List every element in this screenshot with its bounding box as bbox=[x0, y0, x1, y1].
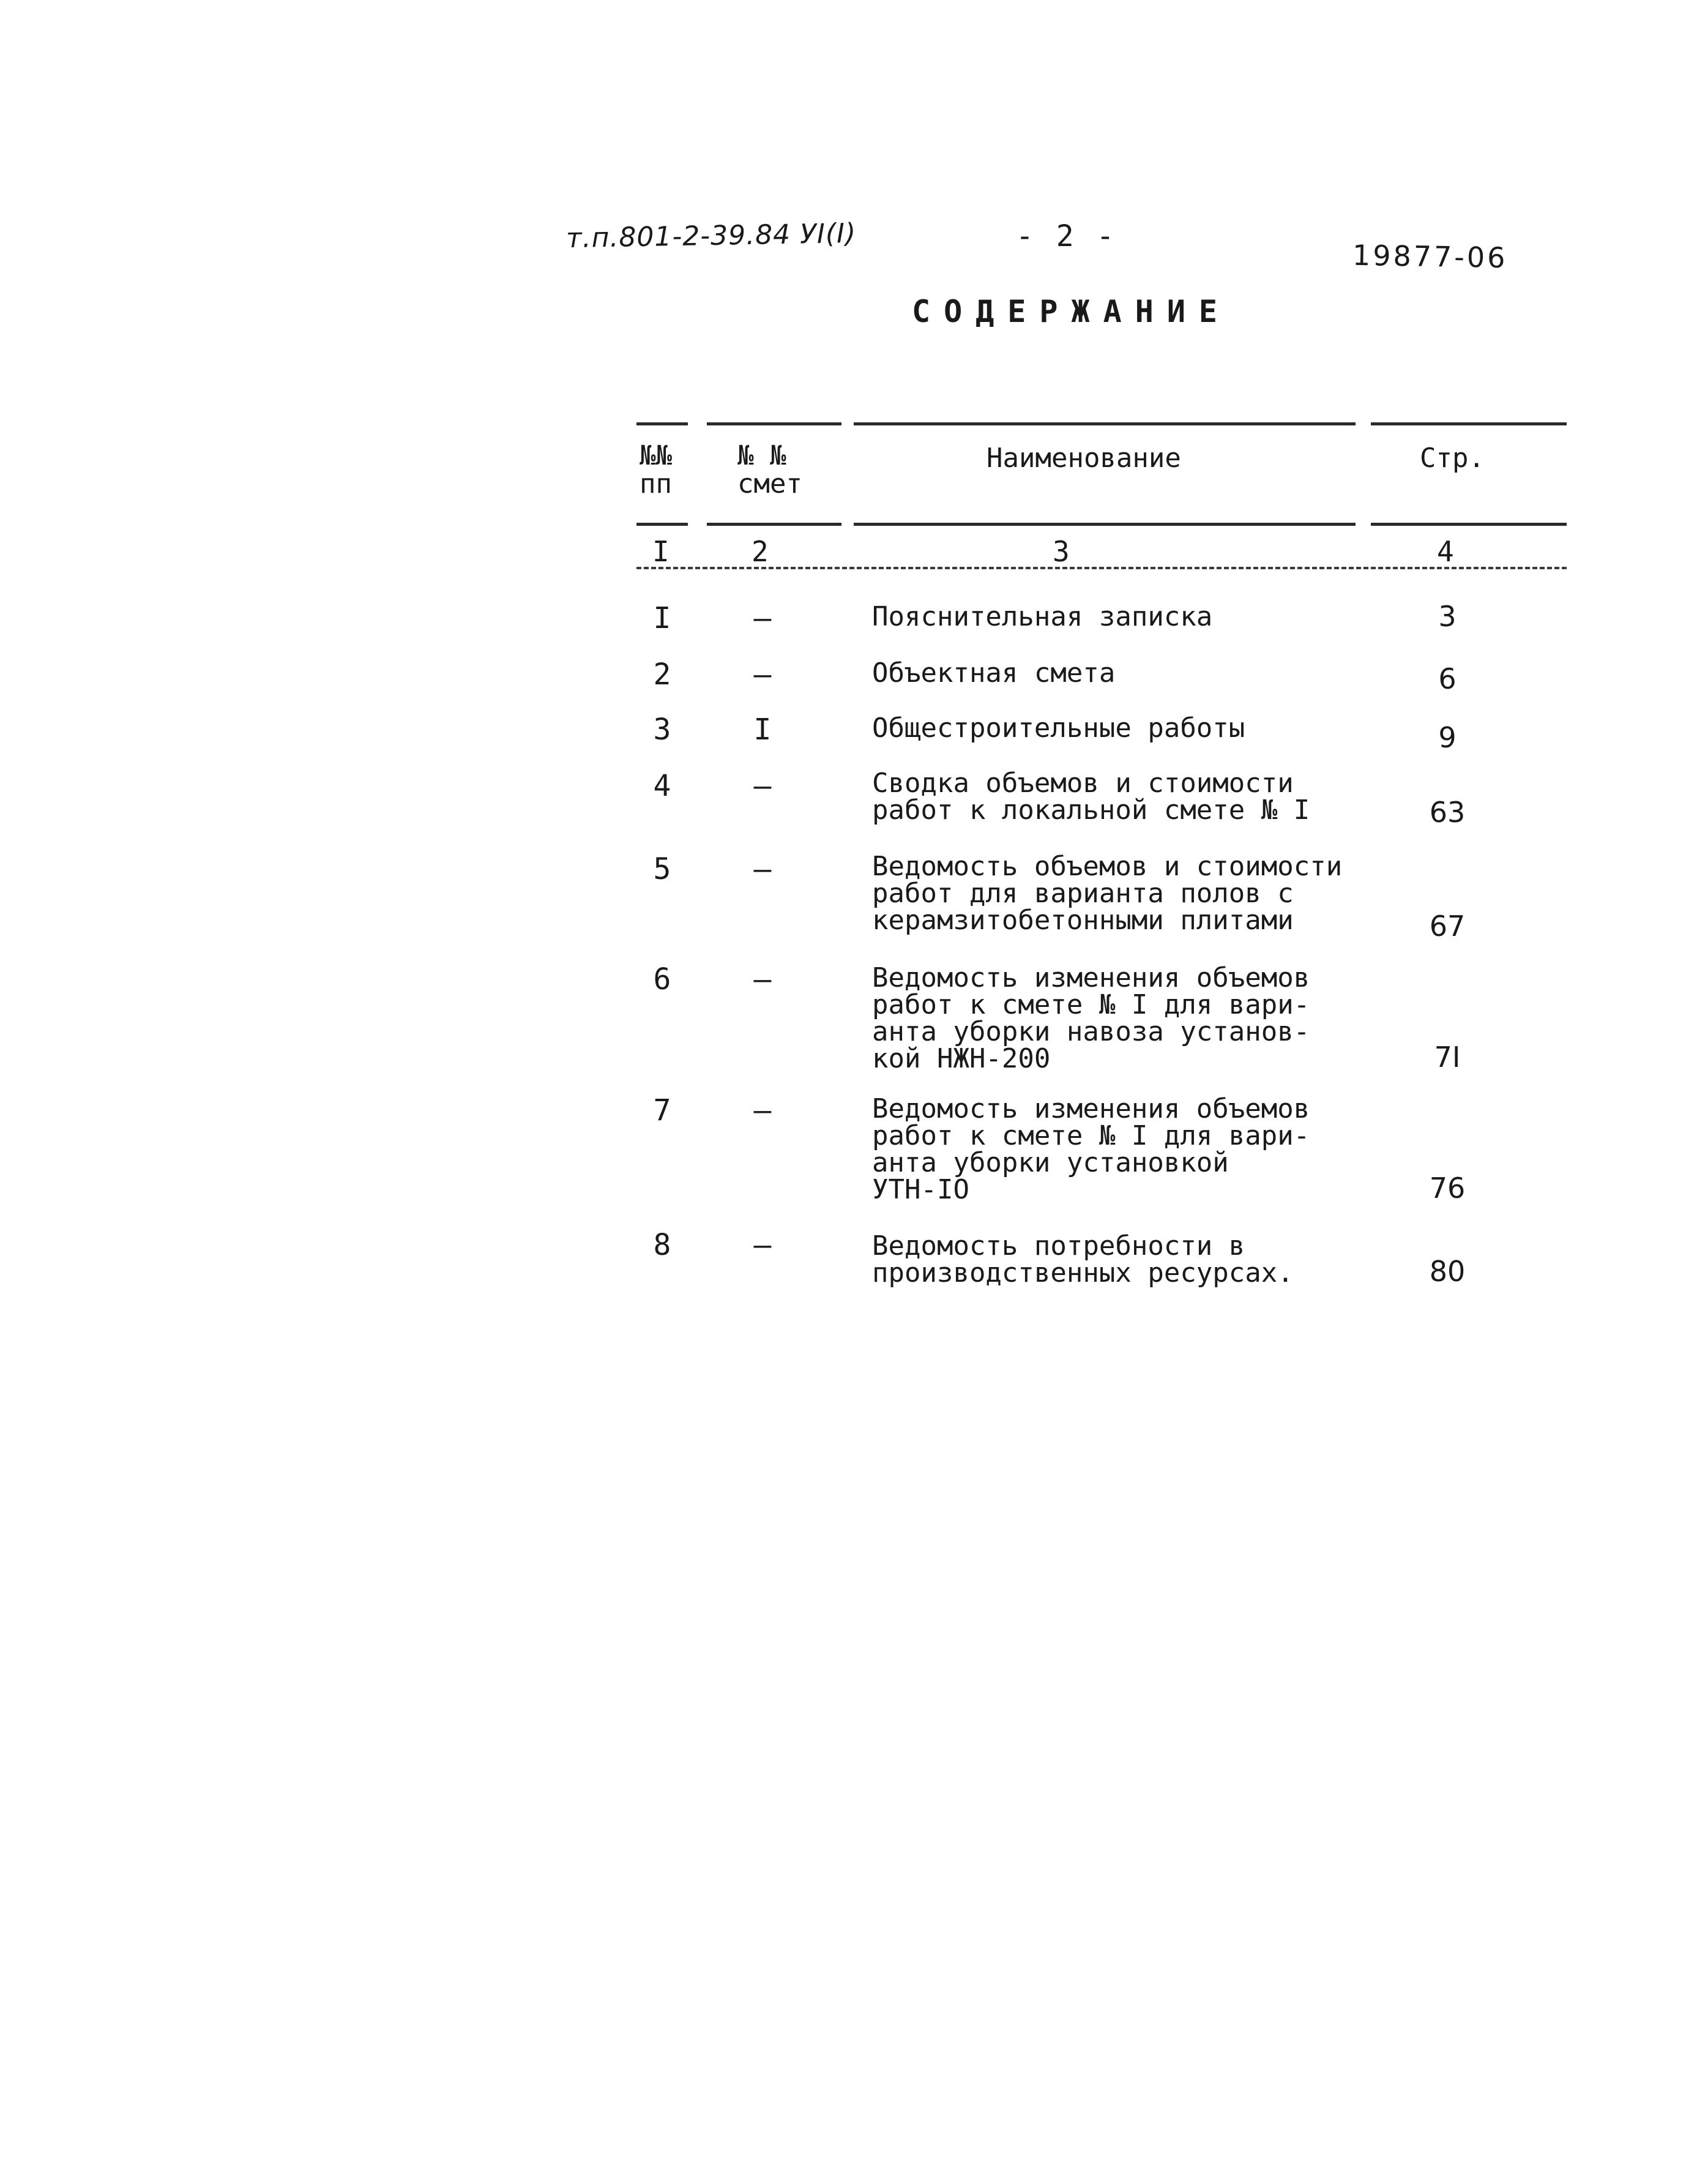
row-name: Общестроительные работы bbox=[872, 712, 1245, 744]
column-number-3: 3 bbox=[1053, 535, 1070, 568]
row-number: 2 bbox=[653, 657, 671, 692]
row-page: 67 bbox=[1429, 910, 1466, 943]
row-page: 7I bbox=[1434, 1041, 1461, 1074]
row-name: Пояснительная записка bbox=[872, 601, 1213, 632]
row-estimate: – bbox=[753, 1093, 772, 1128]
row-name: Объектная смета bbox=[872, 657, 1116, 689]
column-header-page: Стр. bbox=[1420, 443, 1485, 474]
row-name: Сводка объемов и стоимости работ к локальной смете № I bbox=[872, 768, 1310, 826]
column-number-1: I bbox=[652, 535, 670, 568]
row-number: 7 bbox=[653, 1093, 671, 1128]
row-page: 80 bbox=[1429, 1255, 1466, 1288]
header-bottom-rule-col2 bbox=[707, 523, 841, 526]
table-top-rule-col3 bbox=[854, 422, 1356, 425]
row-number: 3 bbox=[653, 712, 671, 747]
table-top-rule-col2 bbox=[707, 422, 841, 425]
page-title: СОДЕРЖАНИЕ bbox=[912, 294, 1231, 329]
column-number-2: 2 bbox=[752, 535, 769, 568]
header-bottom-rule-col4 bbox=[1371, 523, 1567, 526]
row-name: Ведомость изменения объемов работ к смете № I для вари- анта уборки навоза установ- кой НЖН-200 bbox=[872, 962, 1310, 1074]
column-header-number: №№ пп bbox=[640, 440, 672, 499]
row-name: Ведомость объемов и стоимости работ для варианта полов с керамзитобетонными плитами bbox=[872, 851, 1343, 936]
row-name: Ведомость потребности в производственных ресурсах. bbox=[872, 1230, 1294, 1288]
row-number: 4 bbox=[653, 769, 671, 803]
header-bottom-rule-col3 bbox=[854, 523, 1356, 526]
row-estimate: – bbox=[753, 1228, 772, 1262]
row-number: 6 bbox=[653, 962, 671, 997]
inventory-number: 19877-06 bbox=[1352, 238, 1508, 275]
row-page: 6 bbox=[1438, 662, 1457, 695]
row-estimate: – bbox=[753, 601, 772, 635]
row-estimate: I bbox=[753, 712, 772, 747]
row-name: Ведомость изменения объемов работ к смете № I для вари- анта уборки установкой УТН-IО bbox=[872, 1093, 1310, 1205]
row-estimate: – bbox=[753, 657, 772, 692]
row-number: I bbox=[653, 601, 671, 635]
row-estimate: – bbox=[753, 852, 772, 886]
column-number-4: 4 bbox=[1437, 535, 1454, 568]
row-page: 63 bbox=[1429, 796, 1466, 829]
row-page: 3 bbox=[1438, 600, 1457, 633]
table-top-rule-col4 bbox=[1371, 422, 1567, 425]
header-bottom-rule-col1 bbox=[636, 523, 688, 526]
column-header-name: Наименование bbox=[987, 443, 1181, 474]
row-page: 76 bbox=[1429, 1172, 1466, 1205]
column-number-dashed-rule bbox=[636, 567, 1567, 569]
column-header-estimate: № № смет bbox=[737, 440, 802, 499]
page-number: - 2 - bbox=[1016, 219, 1117, 253]
document-code: т.п.801-2-39.84 УI(I) bbox=[565, 217, 857, 255]
row-page: 9 bbox=[1438, 721, 1457, 754]
row-estimate: – bbox=[753, 962, 772, 997]
row-number: 8 bbox=[653, 1228, 671, 1262]
table-top-rule-col1 bbox=[636, 422, 688, 425]
row-estimate: – bbox=[753, 769, 772, 803]
row-number: 5 bbox=[653, 852, 671, 886]
